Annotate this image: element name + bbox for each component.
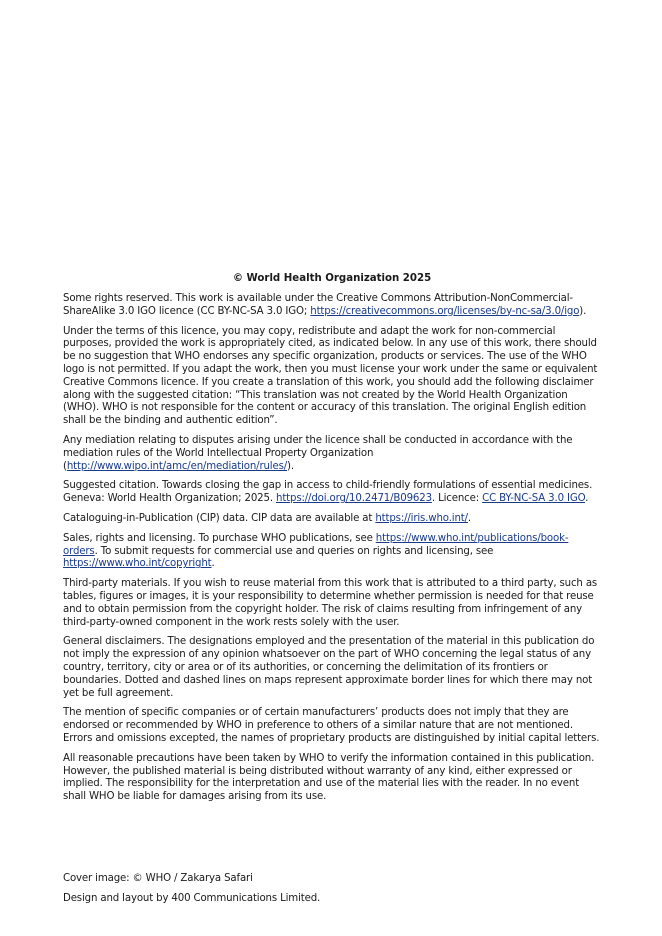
- cip-paragraph: Cataloguing-in-Publication (CIP) data. CIP data are available at https://iris.who.int/.: [63, 512, 471, 524]
- iris-link[interactable]: https://iris.who.int/: [375, 512, 468, 524]
- cover-image-credit: Cover image: © WHO / Zakarya Safari: [63, 873, 253, 884]
- companies-paragraph: The mention of specific companies or of certain manufacturers’ products does not imply that they are endorsed or recommended by WHO in preference to others of a similar nature that are not mentioned. Errors and omissions excepted, the names of proprietary products are distinguished by initial capital letters.: [63, 707, 600, 744]
- book-orders-link[interactable]: https://www.who.int/publications/book-orders: [63, 532, 569, 557]
- copyright-page: [63, 272, 601, 811]
- citation-paragraph: Suggested citation. Towards closing the gap in access to child-friendly formulations of essential medicines. Geneva: World Health Organization; 2025. https://doi.org/10.2471/B09623. Licence: CC BY-NC-SA 3.0 IGO.: [63, 480, 593, 505]
- doi-link[interactable]: https://doi.org/10.2471/B09623: [276, 493, 432, 505]
- licence-link[interactable]: CC BY-NC-SA 3.0 IGO: [482, 493, 586, 505]
- credits: [63, 872, 601, 912]
- third-party-paragraph: Third-party materials. If you wish to reuse material from this work that is attributed to a third party, such as tables, figures or images, it is your responsibility to determine whether permission is needed for that reuse and to obtain permission from the copyright holder. The risk of claims resulting from infringement of any third-party-owned component in the work rests solely with the user.: [63, 578, 598, 628]
- wipo-mediation-link[interactable]: http://www.wipo.int/amc/en/mediation/rules/: [66, 460, 288, 472]
- general-disclaimers-paragraph: General disclaimers. The designations employed and the presentation of the material in this publication do not imply the expression of any opinion whatsoever on the part of WHO concerning the legal status of any country, territory, city or area or of its authorities, or concerning the delimitation of its frontiers or boundaries. Dotted and dashed lines on maps represent approximate border lines for which there may not yet be full agreement.: [63, 636, 595, 699]
- copyright-title: © World Health Organization 2025: [232, 273, 432, 284]
- licence-terms-paragraph: Under the terms of this licence, you may copy, redistribute and adapt the work for non-commercial purposes, provided the work is appropriately cited, as indicated below. In any use of this work, there should be no suggestion that WHO endorses any specific organization, products or services. The use of the WHO logo is not permitted. If you adapt the work, then you must license your work under the same or equivalent Creative Commons licence. If you create a translation of this work, you should add the following disclaimer along with the suggested citation: “This translation was not created by the World Health Organization (WHO). WHO is not responsible for the content or accuracy of this translation. The original English edition shall be the binding and authentic edition”.: [63, 325, 598, 427]
- mediation-paragraph: Any mediation relating to disputes arising under the licence shall be conducted in accordance with the mediation rules of the World Intellectual Property Organization (http://www.wipo.int/amc/en/mediation/rules/).: [63, 434, 573, 472]
- sales-paragraph: Sales, rights and licensing. To purchase WHO publications, see https://www.who.int/publications/book-orders. To submit requests for commercial use and queries on rights and licensing, see https://www.who.int/copyright.: [63, 532, 569, 570]
- creative-commons-link[interactable]: https://creativecommons.org/licenses/by-nc-sa/3.0/igo: [310, 305, 580, 317]
- copyright-link[interactable]: https://www.who.int/copyright: [63, 558, 212, 570]
- design-credit: Design and layout by 400 Communications Limited.: [63, 893, 321, 904]
- rights-paragraph: Some rights reserved. This work is available under the Creative Commons Attribution-NonCommercial-ShareAlike 3.0 IGO licence (CC BY-NC-SA 3.0 IGO; https://creativecommons.org/licenses/by-nc-sa/3.0/igo).: [63, 293, 587, 317]
- precautions-paragraph: All reasonable precautions have been taken by WHO to verify the information contained in this publication. However, the published material is being distributed without warranty of any kind, either expressed or implied. The responsibility for the interpretation and use of the material lies with the reader. In no event shall WHO be liable for damages arising from its use.: [63, 752, 595, 803]
